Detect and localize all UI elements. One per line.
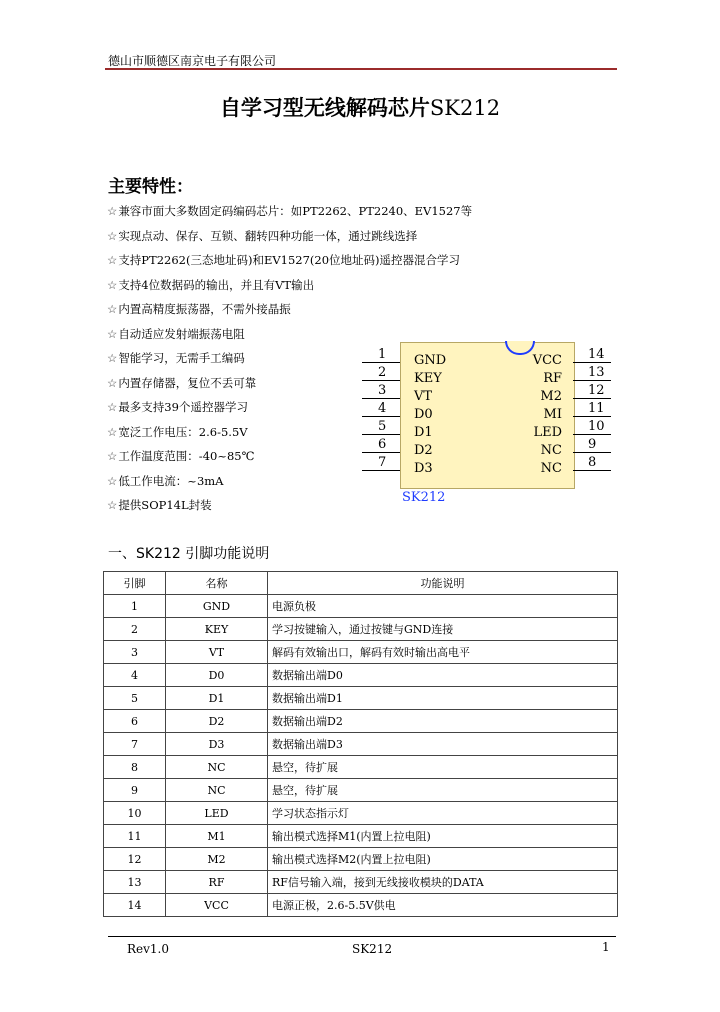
pin-name-cell: GND (166, 595, 268, 618)
pin-name-cell: VCC (166, 894, 268, 917)
star-icon: ☆ (107, 375, 118, 390)
page-title (0, 92, 720, 122)
star-icon: ☆ (107, 277, 118, 292)
company-header: 德山市顺德区南京电子有限公司 (108, 54, 277, 68)
star-icon: ☆ (107, 228, 118, 243)
pin-label-left: D3 (414, 461, 433, 476)
pin-number-cell: 12 (104, 848, 166, 871)
pin-lead-right (573, 362, 611, 363)
table-row (104, 802, 618, 825)
pin-label-right: NC (540, 461, 562, 476)
pin-name-cell: M1 (166, 825, 268, 848)
pin-label-right: RF (543, 371, 562, 386)
header-pin: 引脚 (104, 572, 166, 595)
pin-function-cell: 电源负极 (268, 595, 618, 618)
section-heading: 一、SK212 引脚功能说明 (108, 546, 270, 562)
pin-lead-right (573, 470, 611, 471)
pin-number-left: 4 (378, 401, 387, 416)
feature-text: 工作温度范围：-40~85℃ (118, 449, 255, 463)
feature-text: 提供SOP14L封装 (118, 498, 212, 512)
pin-label-right: VCC (532, 353, 562, 368)
pin-number-right: 14 (588, 347, 605, 362)
feature-text: 实现点动、保存、互锁、翻转四种功能一体，通过跳线选择 (118, 228, 418, 243)
pin-number-cell: 14 (104, 894, 166, 917)
pin-name-cell: D2 (166, 710, 268, 733)
table-row (104, 664, 618, 687)
pin-name-cell: LED (166, 802, 268, 825)
pin-lead-right (573, 452, 611, 453)
pin-label-right: M2 (540, 389, 562, 404)
pin-lead-left (362, 380, 400, 381)
feature-text: 智能学习，无需手工编码 (118, 351, 245, 365)
footer-rev: Rev1.0 (127, 942, 169, 956)
pin-number-cell: 2 (104, 618, 166, 641)
pin-function-cell: 数据输出端D1 (268, 687, 618, 710)
star-icon: ☆ (107, 473, 118, 488)
feature-text: 内置高精度振荡器，不需外接晶振 (118, 302, 291, 316)
feature-text: 低工作电流：~3mA (118, 473, 224, 488)
feature-item (107, 228, 472, 253)
pin-number-left: 5 (378, 419, 387, 434)
pin-number-left: 1 (378, 347, 387, 362)
header-name: 名称 (166, 572, 268, 595)
table-row (104, 894, 618, 917)
pin-number-cell: 3 (104, 641, 166, 664)
title-main: 自学习型无线解码芯片 (219, 96, 430, 120)
pin-label-left: D1 (414, 425, 433, 440)
feature-item (107, 203, 472, 228)
feature-text: 最多支持39个遥控器学习 (118, 400, 248, 414)
pin-name-cell: NC (166, 779, 268, 802)
star-icon: ☆ (107, 498, 118, 512)
pin-function-cell: 数据输出端D3 (268, 733, 618, 756)
pin-label-left: VT (414, 389, 433, 404)
pin-function-cell: 输出模式选择M2(内置上拉电阻) (268, 848, 618, 871)
pin-function-cell: 悬空，待扩展 (268, 779, 618, 802)
chip-notch (505, 341, 535, 355)
pin-lead-right (573, 380, 611, 381)
pin-function-cell: 学习按键输入，通过按键与GND连接 (268, 618, 618, 641)
pin-name-cell: NC (166, 756, 268, 779)
pin-function-cell: 数据输出端D0 (268, 664, 618, 687)
feature-text: 宽泛工作电压：2.6-5.5V (118, 424, 248, 439)
pin-number-cell: 10 (104, 802, 166, 825)
footer-rule (108, 936, 616, 937)
table-row (104, 710, 618, 733)
pin-lead-right (573, 398, 611, 399)
feature-text: 支持PT2262(三态地址码)和EV1527(20位地址码)遥控器混合学习 (118, 253, 461, 267)
table-row (104, 825, 618, 848)
pin-function-cell: 数据输出端D2 (268, 710, 618, 733)
table-header-row (104, 572, 618, 595)
feature-item (107, 301, 472, 326)
table-row (104, 871, 618, 894)
pin-number-left: 6 (378, 437, 387, 452)
pin-function-cell: 电源正极，2.6-5.5V供电 (268, 894, 618, 917)
header-rule (105, 68, 617, 70)
table-row (104, 756, 618, 779)
pin-function-cell: RF信号输入端，接到无线接收模块的DATA (268, 871, 618, 894)
footer-page: 1 (602, 940, 610, 954)
feature-text: 支持4位数据码的输出，并且有VT输出 (118, 277, 315, 292)
pin-name-cell: M2 (166, 848, 268, 871)
feature-item (107, 277, 472, 302)
pin-number-right: 13 (588, 365, 605, 380)
footer-doc: SK212 (352, 942, 393, 956)
pin-name-cell: D0 (166, 664, 268, 687)
feature-item (107, 252, 472, 277)
title-chip: SK212 (429, 96, 501, 120)
pin-number-left: 2 (378, 365, 387, 380)
pin-diagram (362, 342, 622, 510)
pin-number-right: 12 (588, 383, 605, 398)
star-icon: ☆ (107, 449, 118, 463)
pin-number-cell: 9 (104, 779, 166, 802)
pin-number-cell: 8 (104, 756, 166, 779)
pin-number-right: 11 (588, 401, 605, 416)
table-row (104, 687, 618, 710)
pin-lead-left (362, 434, 400, 435)
pin-number-left: 3 (378, 383, 387, 398)
table-row (104, 733, 618, 756)
pin-function-cell: 解码有效输出口，解码有效时输出高电平 (268, 641, 618, 664)
pin-label-right: LED (533, 425, 562, 440)
pin-number-cell: 5 (104, 687, 166, 710)
pin-lead-right (573, 416, 611, 417)
pin-number-right: 8 (588, 455, 597, 470)
star-icon: ☆ (107, 204, 118, 218)
pin-lead-left (362, 362, 400, 363)
pin-name-cell: RF (166, 871, 268, 894)
pin-lead-right (573, 434, 611, 435)
pin-label-left: KEY (414, 371, 442, 386)
pin-function-cell: 输出模式选择M1(内置上拉电阻) (268, 825, 618, 848)
pin-label-left: D2 (414, 443, 433, 458)
header-function: 功能说明 (268, 572, 618, 595)
pin-number-right: 10 (588, 419, 605, 434)
star-icon: ☆ (107, 326, 118, 341)
pin-number-cell: 6 (104, 710, 166, 733)
pin-table (103, 571, 618, 917)
pin-lead-left (362, 416, 400, 417)
pin-label-left: GND (414, 353, 447, 368)
table-row (104, 641, 618, 664)
pin-number-right: 9 (588, 437, 597, 452)
pin-name-cell: VT (166, 641, 268, 664)
pin-name-cell: D1 (166, 687, 268, 710)
pin-label-left: D0 (414, 407, 433, 422)
star-icon: ☆ (107, 424, 118, 439)
pin-function-cell: 学习状态指示灯 (268, 802, 618, 825)
pin-lead-left (362, 398, 400, 399)
pin-number-cell: 11 (104, 825, 166, 848)
star-icon: ☆ (107, 253, 118, 267)
pin-label-right: MI (543, 407, 562, 422)
pin-function-cell: 悬空，待扩展 (268, 756, 618, 779)
pin-number-cell: 13 (104, 871, 166, 894)
star-icon: ☆ (107, 351, 118, 365)
pin-lead-left (362, 470, 400, 471)
table-row (104, 595, 618, 618)
pin-number-cell: 4 (104, 664, 166, 687)
table-row (104, 848, 618, 871)
feature-text: 内置存储器，复位不丢可靠 (118, 375, 257, 390)
pin-label-right: NC (540, 443, 562, 458)
star-icon: ☆ (107, 302, 118, 316)
feature-text: 兼容市面大多数固定码编码芯片：如PT2262、PT2240、EV1527等 (118, 204, 473, 218)
star-icon: ☆ (107, 400, 118, 414)
table-row (104, 618, 618, 641)
features-heading: 主要特性： (108, 177, 193, 197)
pin-number-cell: 1 (104, 595, 166, 618)
pin-name-cell: D3 (166, 733, 268, 756)
pin-number-cell: 7 (104, 733, 166, 756)
feature-text: 自动适应发射端振荡电阻 (118, 326, 245, 341)
pin-number-left: 7 (378, 455, 387, 470)
chip-name: SK212 (402, 490, 446, 505)
table-row (104, 779, 618, 802)
pin-name-cell: KEY (166, 618, 268, 641)
pin-lead-left (362, 452, 400, 453)
